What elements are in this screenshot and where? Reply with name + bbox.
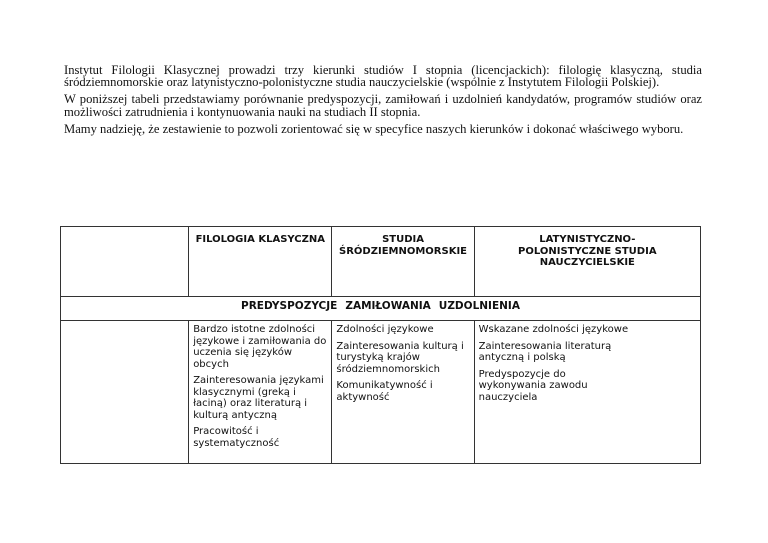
content-empty-cell xyxy=(61,321,189,464)
content-cell-latynistyczno xyxy=(474,321,700,464)
intro-text xyxy=(64,64,702,140)
list-item: Wskazane zdolności językowe xyxy=(478,324,629,335)
header-studia-srodziemnomorskie: STUDIA ŚRÓDZIEMNOMORSKIE xyxy=(339,234,467,257)
header-cell-studia-srodziemnomorskie xyxy=(332,227,474,297)
section-row xyxy=(61,297,701,321)
list-item: Zainteresowania literaturą antyczną i polską xyxy=(478,340,612,363)
list-item: Zainteresowania kulturą i turystyką krajów śródziemnomorskich xyxy=(336,340,464,375)
list-item: Bardzo istotne zdolności językowe i zamiłowania do uczenia się języków obcych xyxy=(193,324,327,370)
list-item: Predyspozycje do wykonywania zawodu nauczyciela xyxy=(478,368,588,403)
list-item: Pracowitość i systematyczność xyxy=(193,426,280,449)
list-item: Zainteresowania językami klasycznymi (greką i łaciną) oraz literaturą i kulturą antyczną xyxy=(193,375,324,421)
section-title-uzdolnienia: UZDOLNIENIA xyxy=(438,300,520,312)
intro-paragraph-2: W poniższej tabeli przedstawiamy porównanie predyspozycji, zamiłowań i uzdolnień kandydatów, programów studiów oraz możliwości zatrudnienia i kontynuowania nauki na studiach II stopnia. xyxy=(64,92,702,119)
section-title-zamilowania: ZAMIŁOWANIA xyxy=(345,300,431,312)
content-row xyxy=(61,321,701,464)
header-empty-cell xyxy=(61,227,189,297)
intro-paragraph-3: Mamy nadzieję, że zestawienie to pozwoli zorientować się w specyfice naszych kierunków i dokonać właściwego wyboru. xyxy=(64,121,684,136)
section-title-predyspozycje: PREDYSPOZYCJE xyxy=(241,300,338,312)
comparison-table xyxy=(60,226,701,464)
header-cell-latynistyczno xyxy=(474,227,700,297)
header-cell-filologia xyxy=(189,227,332,297)
intro-paragraph-1: Instytut Filologii Klasycznej prowadzi trzy kierunki studiów I stopnia (licencjackich): filologię klasyczną, studia śródziemnomorskie oraz latynistyczno-polonistyczne studia nauczycielskie (wspólnie z Instytutem Filologii Polskiej). xyxy=(64,63,702,90)
header-row xyxy=(61,227,701,297)
list-item: Komunikatywność i aktywność xyxy=(336,380,433,403)
header-filologia-klasyczna: FILOLOGIA KLASYCZNA xyxy=(195,234,325,245)
content-cell-studia-srodziemnomorskie xyxy=(332,321,474,464)
content-cell-filologia xyxy=(189,321,332,464)
list-item: Zdolności językowe xyxy=(336,324,434,335)
section-title xyxy=(61,297,701,321)
header-latynistyczno-polonistyczne: LATYNISTYCZNO-POLONISTYCZNE STUDIA NAUCZYCIELSKIE xyxy=(518,234,657,268)
